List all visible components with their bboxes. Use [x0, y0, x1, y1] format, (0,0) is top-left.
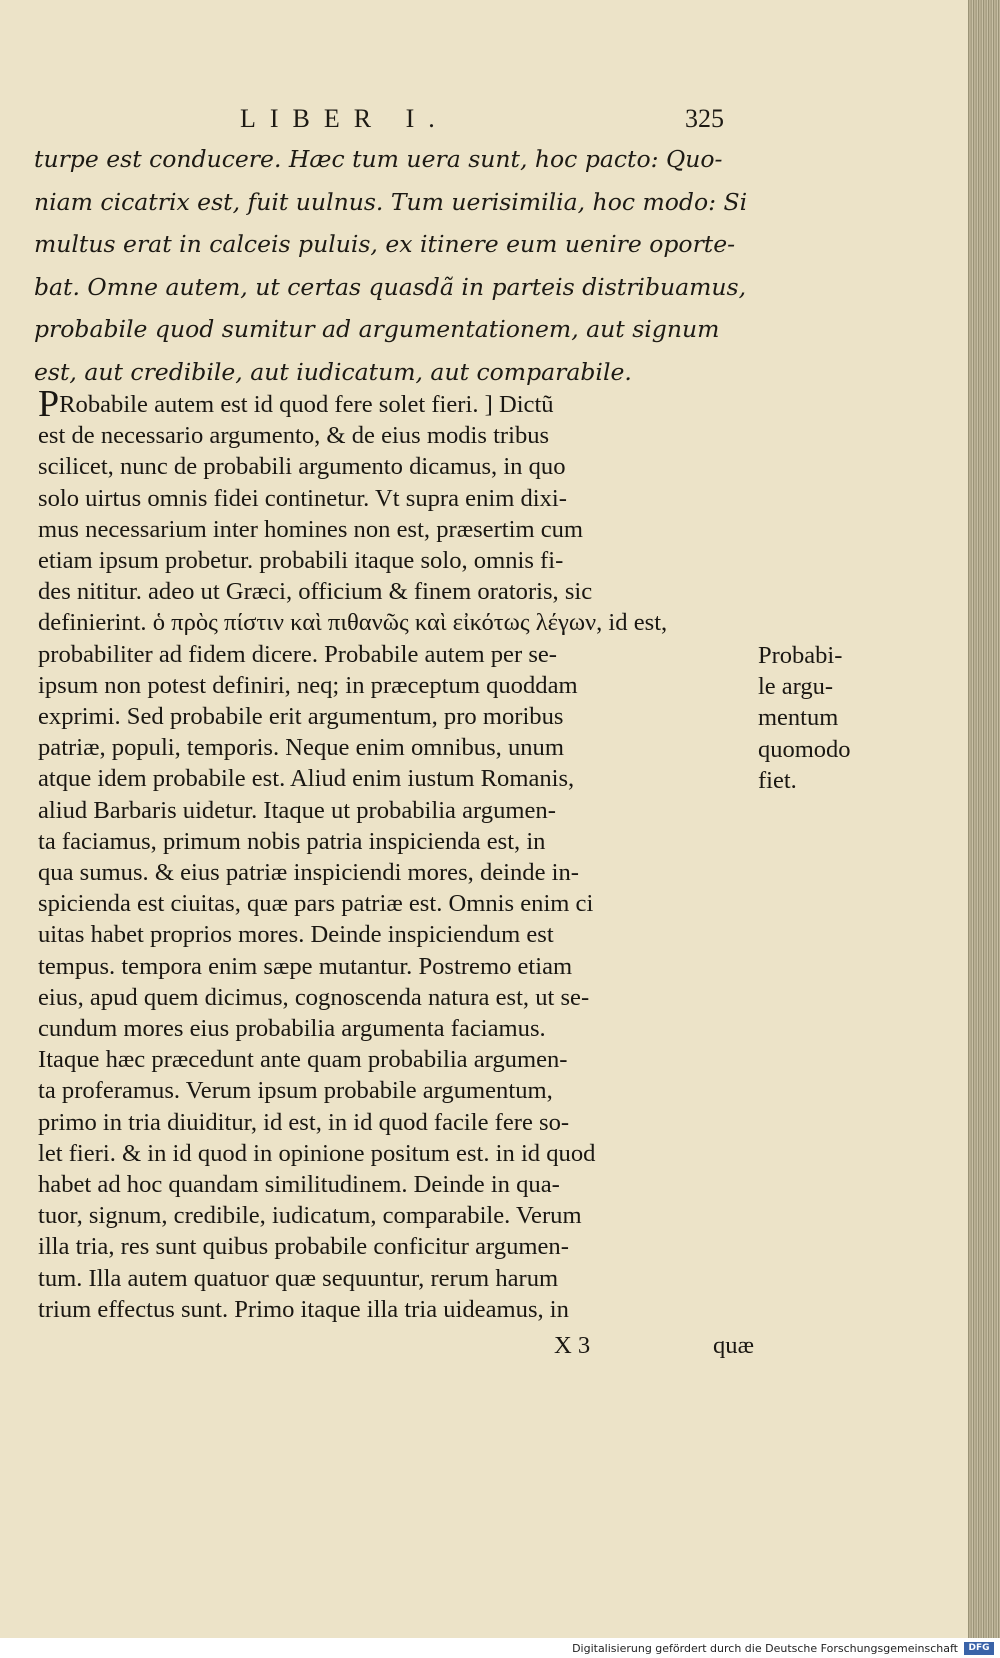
- text-line: aliud Barbaris uidetur. Itaque ut probabilia argumen-: [38, 796, 556, 824]
- text-line: est de necessario argumento, & de eius modis tribus: [38, 422, 550, 450]
- signature-line: [554, 1332, 754, 1364]
- page-edges: [968, 0, 1000, 1638]
- text-line: des nititur. adeo ut Græci, officium & finem oratoris, sic: [38, 578, 593, 606]
- text-line: atque idem probabile est. Aliud enim iustum Romanis,: [38, 765, 575, 793]
- text-line: mus necessarium inter homines non est, præsertim cum: [38, 515, 584, 543]
- signature-mark: X 3: [554, 1332, 591, 1359]
- text-line: cundum mores eius probabilia argumenta faciamus.: [38, 1015, 546, 1043]
- catchword: quæ: [713, 1332, 754, 1359]
- text-line: multus erat in calceis puluis, ex itinere eum uenire oporte-: [34, 230, 736, 258]
- text-line: turpe est conducere. Hæc tum uera sunt, hoc pacto: Quo-: [34, 145, 723, 173]
- text-line: solo uirtus omnis fidei continetur. Vt supra enim dixi-: [38, 484, 567, 512]
- text-line: probabile quod sumitur ad argumentationem, aut signum: [34, 315, 720, 343]
- text-line: tempus. tempora enim sæpe mutantur. Postremo etiam: [38, 952, 573, 980]
- text-line: trium effectus sunt. Primo itaque illa tria uideamus, in: [38, 1295, 569, 1323]
- text-line: illa tria, res sunt quibus probabile conficitur argumen-: [38, 1233, 569, 1261]
- text-line: ta faciamus, primum nobis patria inspicienda est, in: [38, 827, 546, 855]
- text-line: spicienda est ciuitas, quæ pars patriæ est. Omnis enim ci: [38, 890, 594, 918]
- text-line: habet ad hoc quandam similitudinem. Deinde in qua-: [38, 1171, 560, 1199]
- text-line: Itaque hæc præcedunt ante quam probabilia argumen-: [38, 1046, 568, 1074]
- text-line: est, aut credibile, aut iudicatum, aut comparabile.: [34, 357, 632, 386]
- text-line: probabiliter ad fidem dicere. Probabile autem per se-: [38, 640, 557, 668]
- running-title: LIBER I.: [240, 104, 449, 133]
- marginal-line: quomodo: [758, 735, 851, 763]
- text-line: bat. Omne autem, ut certas quasdã in parteis distribuamus,: [34, 272, 747, 301]
- first-line-text: Robabile autem est id quod fere solet fieri. ] Dictũ: [59, 391, 554, 418]
- footer-credit: Digitalisierung gefördert durch die Deutsche Forschungsgemeinschaft: [572, 1642, 958, 1655]
- marginal-note: [758, 640, 888, 796]
- text-line: let fieri. & in id quod in opinione positum est. in id quod: [38, 1139, 596, 1167]
- dfg-logo: DFG: [964, 1642, 994, 1655]
- page-number: 325: [685, 104, 724, 133]
- text-line: ta proferamus. Verum ipsum probabile argumentum,: [38, 1077, 553, 1105]
- text-line: niam cicatrix est, fuit uulnus. Tum uerisimilia, hoc modo: Si: [34, 187, 748, 216]
- text-line: qua sumus. & eius patriæ inspiciendi mores, deinde in-: [38, 859, 579, 887]
- text-line-greek: definierint. ὁ πρὸς πίστιν καὶ πιθανῶς καὶ εἰκότως λέγων, id est,: [38, 609, 668, 637]
- text-line: primo in tria diuiditur, id est, in id quod facile fere so-: [38, 1108, 570, 1136]
- marginal-line: fiet.: [758, 766, 797, 794]
- commentary-paragraph: [38, 383, 750, 1325]
- text-line: scilicet, nunc de probabili argumento dicamus, in quo: [38, 453, 566, 481]
- italic-paragraph: [34, 138, 754, 393]
- marginal-line: le argu-: [758, 673, 834, 701]
- footer-bar: [0, 1638, 1000, 1658]
- text-line: uitas habet proprios mores. Deinde inspiciendum est: [38, 921, 554, 949]
- text-line: etiam ipsum probetur. probabili itaque solo, omnis fi-: [38, 547, 564, 575]
- text-line: patriæ, populi, temporis. Neque enim omnibus, unum: [38, 734, 564, 762]
- text-line: tuor, signum, credibile, iudicatum, comparabile. Verum: [38, 1202, 582, 1230]
- text-line-first: [38, 383, 750, 425]
- text-line: exprimi. Sed probabile erit argumentum, pro moribus: [38, 703, 564, 731]
- drop-cap: P: [38, 383, 60, 425]
- text-line: ipsum non potest definiri, neq; in præceptum quoddam: [38, 671, 578, 699]
- page-header: [240, 104, 740, 134]
- text-line: eius, apud quem dicimus, cognoscenda natura est, ut se-: [38, 983, 590, 1011]
- marginal-line: Probabi-: [758, 642, 843, 669]
- text-line: tum. Illa autem quatuor quæ sequuntur, rerum harum: [38, 1264, 559, 1292]
- marginal-line: mentum: [758, 704, 839, 732]
